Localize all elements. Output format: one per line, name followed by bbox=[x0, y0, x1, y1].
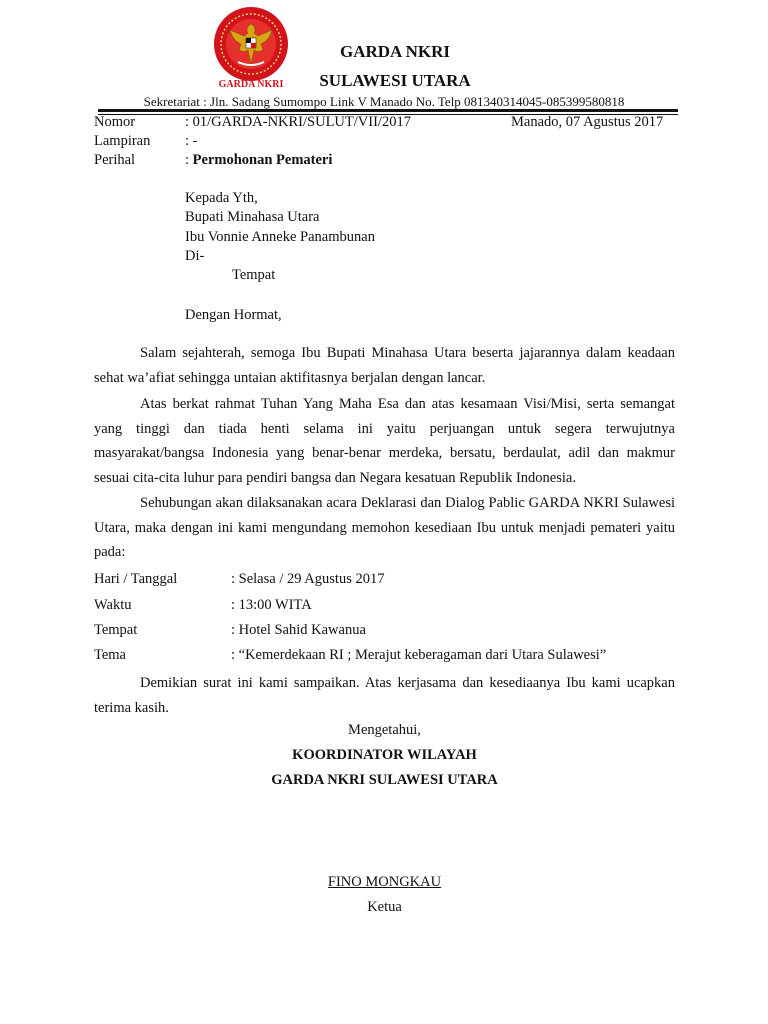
signer-title-2: GARDA NKRI SULAWESI UTARA bbox=[271, 772, 498, 788]
recipient-di: Di- bbox=[185, 248, 205, 264]
paragraph-3 bbox=[94, 491, 675, 565]
event-label-date: Hari / Tanggal bbox=[94, 571, 178, 587]
recipient-place: Tempat bbox=[232, 267, 276, 283]
recipient-name: Ibu Vonnie Anneke Panambunan bbox=[185, 229, 375, 245]
recipient-title: Bupati Minahasa Utara bbox=[185, 209, 320, 225]
paragraph-1 bbox=[94, 341, 675, 390]
nomor-value: : 01/GARDA-NKRI/SULUT/VII/2017 bbox=[185, 114, 411, 130]
event-value-theme: : “Kemerdekaan RI ; Merajut keberagaman dari Utara Sulawesi” bbox=[231, 647, 607, 663]
signer-name-wrap bbox=[94, 874, 675, 891]
signer-position: Ketua bbox=[367, 899, 402, 915]
event-label-place: Tempat bbox=[94, 622, 138, 638]
event-label-time: Waktu bbox=[94, 597, 132, 613]
nomor-label: Nomor bbox=[94, 114, 136, 130]
paragraph-2 bbox=[94, 392, 675, 490]
letter-date: Manado, 07 Agustus 2017 bbox=[511, 114, 664, 130]
paragraph-2-text: Atas berkat rahmat Tuhan Yang Maha Esa dan atas kesamaan Visi/Misi, serta semangat yang tinggi dan tiada henti selama ini yaitu perjuangan untuk segera terwujutnya masyarakat/bangsa Indonesia yang benar-benar merdeka, bersatu, berdaulat, adil dan makmur sesuai cita-cita luhur para pendiri bangsa dan Negara kesatuan Republik Indonesia. bbox=[94, 396, 675, 486]
lampiran-value: : - bbox=[185, 133, 198, 149]
paragraph-1-text: Salam sejahterah, semoga Ibu Bupati Minahasa Utara beserta jajarannya dalam keadaan sehat wa’afiat sehingga untaian aktifitasnya berjalan dengan lancar. bbox=[94, 345, 675, 386]
signer-name: FINO MONGKAU bbox=[327, 874, 442, 890]
org-name: GARDA NKRI bbox=[339, 42, 451, 61]
closing-text: Demikian surat ini kami sampaikan. Atas kerjasama dan kesediaanya Ibu kami ucapkan terima kasih. bbox=[94, 675, 675, 716]
garda-nkri-logo bbox=[208, 6, 294, 90]
perihal-label: Perihal bbox=[94, 152, 136, 168]
secretariat-address: Sekretariat : Jln. Sadang Sumompo Link V Manado No. Telp 081340314045-085399580818 bbox=[143, 94, 625, 109]
acknowledge: Mengetahui, bbox=[348, 722, 421, 738]
perihal-line bbox=[185, 152, 332, 169]
recipient-salutation: Kepada Yth, bbox=[185, 190, 258, 206]
event-value-time: : 13:00 WITA bbox=[231, 597, 312, 613]
logo-text: GARDA NKRI bbox=[218, 79, 284, 90]
lampiran-label: Lampiran bbox=[94, 133, 151, 149]
perihal-colon: : bbox=[185, 152, 193, 168]
header-rule-thick bbox=[98, 109, 678, 112]
greeting: Dengan Hormat, bbox=[185, 307, 282, 323]
signer-title-1: KOORDINATOR WILAYAH bbox=[292, 747, 477, 763]
event-value-date: : Selasa / 29 Agustus 2017 bbox=[231, 571, 385, 587]
event-value-place: : Hotel Sahid Kawanua bbox=[231, 622, 366, 638]
org-region: SULAWESI UTARA bbox=[319, 71, 471, 90]
perihal-value: Permohonan Pemateri bbox=[192, 152, 333, 168]
closing-paragraph bbox=[94, 671, 675, 720]
event-label-theme: Tema bbox=[94, 647, 126, 663]
paragraph-3-text: Sehubungan akan dilaksanakan acara Deklarasi dan Dialog Pablic GARDA NKRI Sulawesi Utara, maka dengan ini kami mengundang memohon kesediaan Ibu untuk menjadi pemateri yaitu pada: bbox=[94, 495, 675, 560]
